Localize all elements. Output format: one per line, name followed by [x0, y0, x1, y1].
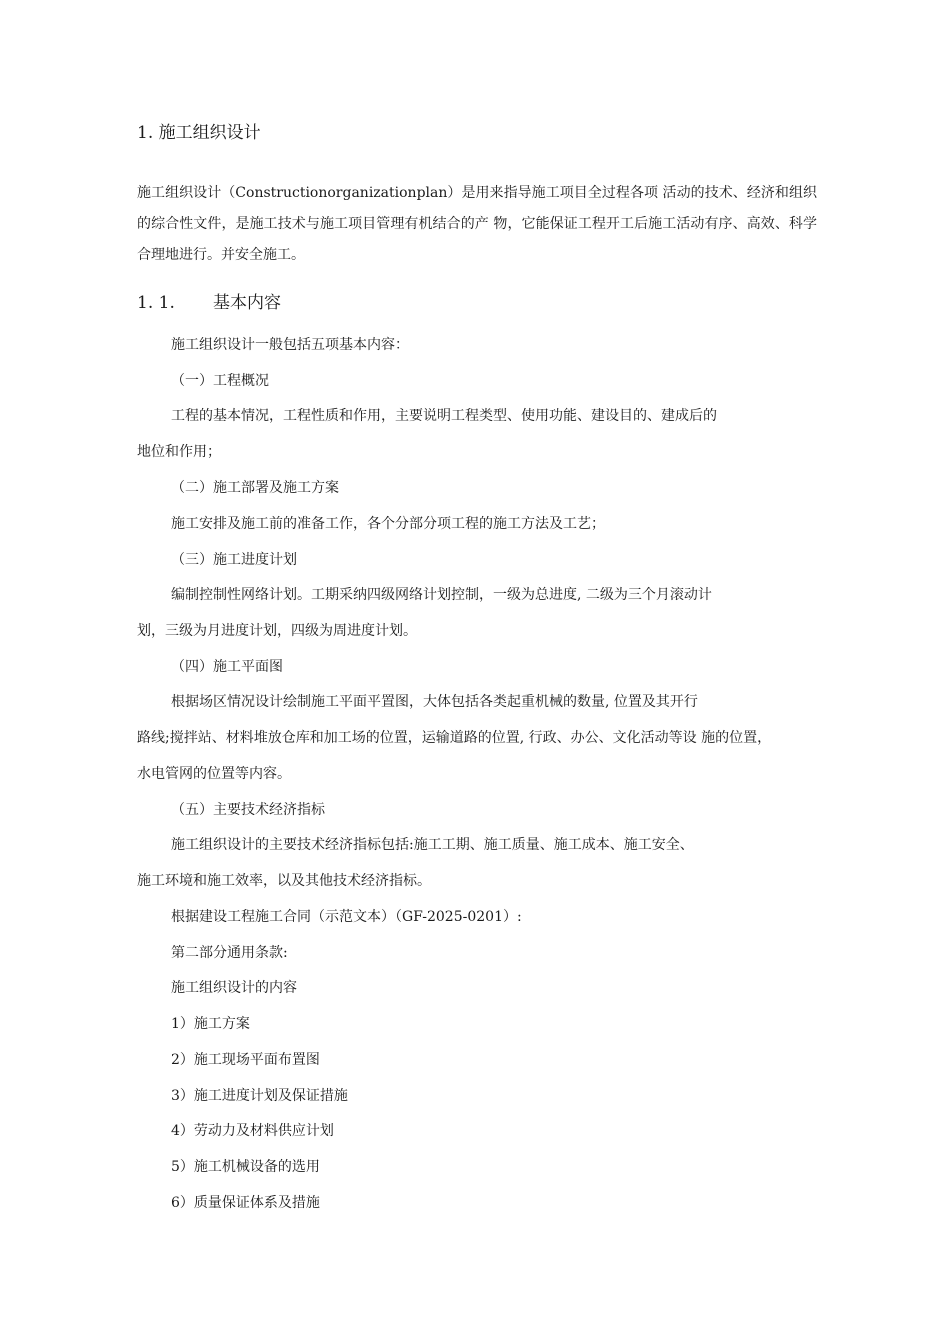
item-heading-site-plan: （四）施工平面图 — [171, 659, 283, 675]
list-item-6: 6）质量保证体系及措施 — [171, 1195, 320, 1211]
line-indicators-2: 施工环境和施工效率，以及其他技术经济指标。 — [137, 873, 431, 889]
section-number: 1. 1. — [137, 293, 175, 313]
line-contract-reference: 根据建设工程施工合同（示范文本）（GF-2025-0201）: — [171, 909, 522, 925]
line-intro-five-items: 施工组织设计一般包括五项基本内容： — [171, 337, 409, 353]
line-overview-2: 地位和作用； — [137, 444, 221, 460]
item-heading-deployment: （二）施工部署及施工方案 — [171, 480, 339, 496]
list-item-2: 2）施工现场平面布置图 — [171, 1052, 320, 1068]
line-indicators-1: 施工组织设计的主要技术经济指标包括:施工工期、施工质量、施工成本、施工安全、 — [171, 837, 694, 853]
list-item-4: 4）劳动力及材料供应计划 — [171, 1123, 334, 1139]
list-item-5: 5）施工机械设备的选用 — [171, 1159, 320, 1175]
section-heading-basic-content — [137, 290, 281, 316]
heading-construction-organization-design: 1. 施工组织设计 — [137, 123, 261, 143]
section-title: 基本内容 — [213, 293, 281, 313]
line-general-clauses: 第二部分通用条款: — [171, 945, 288, 961]
line-site-plan-3: 水电管网的位置等内容。 — [137, 766, 291, 782]
list-item-1: 1）施工方案 — [171, 1016, 250, 1032]
item-heading-indicators: （五）主要技术经济指标 — [171, 802, 325, 818]
line-schedule-2: 划，三级为月进度计划，四级为周进度计划。 — [137, 623, 417, 639]
line-site-plan-2: 路线;搅拌站、材料堆放仓库和加工场的位置，运输道路的位置, 行政、办公、文化活动等设 施的位置， — [137, 730, 772, 746]
item-heading-schedule: （三）施工进度计划 — [171, 552, 297, 568]
intro-paragraph: 施工组织设计（Constructionorganizationplan）是用来指导施工项目全过程各项 活动的技术、经济和组织的综合性文件，是施工技术与施工项目管理有机结合的产 物，它能保证工程开工后施工活动有序、高效、科学合理地进行。并安全施工。 — [137, 185, 817, 263]
line-site-plan-1: 根据场区情况设计绘制施工平面平置图，大体包括各类起重机械的数量, 位置及其开行 — [171, 694, 698, 710]
line-schedule-1: 编制控制性网络计划。工期采纳四级网络计划控制，一级为总进度, 二级为三个月滚动计 — [171, 587, 712, 603]
line-overview-1: 工程的基本情况，工程性质和作用，主要说明工程类型、使用功能、建设目的、建成后的 — [171, 408, 717, 424]
line-deployment: 施工安排及施工前的准备工作，各个分部分项工程的施工方法及工艺； — [171, 516, 605, 532]
item-heading-overview: （一）工程概况 — [171, 373, 269, 389]
list-item-3: 3）施工进度计划及保证措施 — [171, 1088, 348, 1104]
line-design-contents: 施工组织设计的内容 — [171, 980, 297, 996]
